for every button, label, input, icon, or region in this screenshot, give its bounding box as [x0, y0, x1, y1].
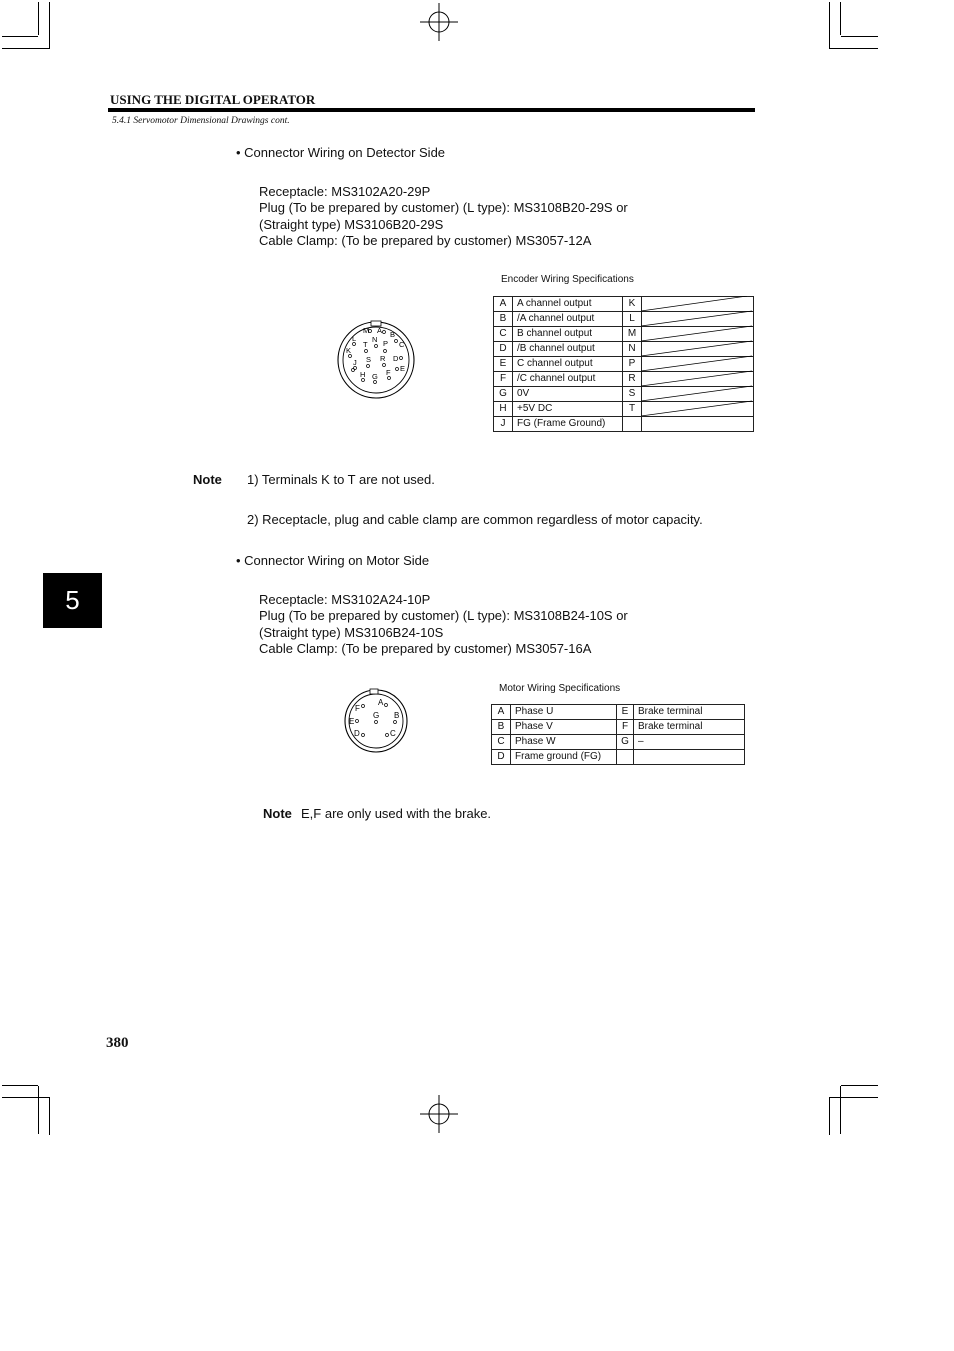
- pin-label: E: [349, 717, 355, 726]
- signal-cell: C channel output: [513, 357, 623, 372]
- pin-label: E: [400, 364, 406, 373]
- pin-cell: C: [494, 327, 513, 342]
- crop-mark: [2, 48, 50, 49]
- pin-label: F: [386, 368, 391, 377]
- pin-label: P: [383, 339, 389, 348]
- pin-label: D: [393, 354, 399, 363]
- table-row: [492, 735, 745, 750]
- pin-label: J: [353, 358, 357, 367]
- detector-spec-block: [259, 184, 628, 249]
- motor-wiring-table: [491, 704, 745, 765]
- motor-straight: (Straight type) MS3106B24-10S: [259, 624, 444, 640]
- note-label: Note: [193, 472, 222, 487]
- pin-cell: D: [492, 750, 511, 765]
- detector-straight: (Straight type) MS3106B20-29S: [259, 216, 444, 232]
- detector-receptacle: Receptacle: MS3102A20-29P: [259, 184, 431, 199]
- pin-cell: H: [494, 402, 513, 417]
- pin-label: F: [355, 704, 360, 713]
- pin-label: B: [394, 711, 400, 720]
- crop-mark: [829, 1097, 878, 1098]
- motor-heading: • Connector Wiring on Motor Side: [236, 553, 430, 568]
- detector-plug: Plug (To be prepared by customer) (L type): MS3108B20-29S or: [259, 200, 628, 216]
- motor-spec-block: [259, 592, 628, 657]
- note-1: 1) Terminals K to T are not used.: [247, 472, 435, 487]
- pin-label: B: [390, 330, 396, 339]
- registration-mark-top: [420, 3, 460, 43]
- encoder-connector-diagram: [336, 320, 418, 400]
- unused-terminal-strike-lines: [641, 296, 753, 416]
- pin-label: L: [352, 334, 357, 343]
- motor-connector-diagram: [341, 688, 411, 754]
- signal2-cell: Brake terminal: [634, 720, 745, 735]
- signal-cell: A channel output: [513, 297, 623, 312]
- pin-cell: B: [492, 720, 511, 735]
- signal-cell: /C channel output: [513, 372, 623, 387]
- pin2-cell: L: [623, 312, 642, 327]
- pin-label: G: [373, 711, 380, 720]
- pin-label: C: [399, 340, 405, 349]
- signal-cell: FG (Frame Ground): [513, 417, 623, 432]
- table-row: [492, 750, 745, 765]
- chapter-tab: 5: [43, 573, 102, 628]
- pin-label: T: [363, 340, 368, 349]
- pin2-cell: F: [617, 720, 634, 735]
- signal2-cell: Brake terminal: [634, 705, 745, 720]
- detector-heading: • Connector Wiring on Detector Side: [236, 145, 446, 160]
- pin-cell: B: [494, 312, 513, 327]
- signal2-cell: [634, 750, 745, 765]
- pin-label: N: [372, 335, 378, 344]
- unused-cell: [642, 417, 754, 432]
- crop-mark: [829, 1097, 830, 1135]
- motor-plug: Plug (To be prepared by customer) (L type): MS3108B24-10S or: [259, 608, 628, 624]
- section-header: USING THE DIGITAL OPERATOR: [110, 92, 316, 107]
- signal-cell: Frame ground (FG): [511, 750, 617, 765]
- signal-cell: +5V DC: [513, 402, 623, 417]
- breadcrumb: 5.4.1 Servomotor Dimensional Drawings cont.: [112, 116, 290, 126]
- registration-mark-bottom: [420, 1095, 460, 1135]
- pin2-cell: R: [623, 372, 642, 387]
- pin2-cell: T: [623, 402, 642, 417]
- motor-table-title: Motor Wiring Specifications: [499, 683, 621, 694]
- pin-label: R: [380, 354, 386, 363]
- pin-label: A: [377, 326, 383, 335]
- pin-label: S: [366, 355, 372, 364]
- crop-mark: [840, 1086, 841, 1134]
- pin2-cell: [623, 417, 642, 432]
- crop-mark: [829, 48, 878, 49]
- pin-label: A: [378, 698, 384, 707]
- crop-mark: [38, 2, 39, 35]
- signal-cell: 0V: [513, 387, 623, 402]
- pin2-cell: M: [623, 327, 642, 342]
- pin2-cell: [617, 750, 634, 765]
- pin-label: K: [346, 346, 352, 355]
- pin2-cell: E: [617, 705, 634, 720]
- crop-mark: [49, 2, 50, 48]
- crop-mark: [2, 36, 38, 37]
- pin2-cell: K: [623, 297, 642, 312]
- pin-label: C: [390, 729, 396, 738]
- signal-cell: B channel output: [513, 327, 623, 342]
- pin-cell: J: [494, 417, 513, 432]
- header-rule: [108, 108, 755, 112]
- pin2-cell: P: [623, 357, 642, 372]
- crop-mark: [38, 1086, 39, 1134]
- motor-receptacle: Receptacle: MS3102A24-10P: [259, 592, 431, 607]
- table-row: [492, 720, 745, 735]
- motor-note-text: E,F are only used with the brake.: [301, 806, 492, 821]
- crop-mark: [840, 2, 841, 35]
- crop-mark: [2, 1085, 38, 1086]
- pin-label: H: [360, 370, 366, 379]
- table-row: [494, 417, 754, 432]
- pin2-cell: S: [623, 387, 642, 402]
- detector-clamp: Cable Clamp: (To be prepared by customer) MS3057-12A: [259, 232, 592, 248]
- pin-cell: A: [492, 705, 511, 720]
- pin-cell: G: [494, 387, 513, 402]
- crop-mark: [841, 1085, 878, 1086]
- signal2-cell: –: [634, 735, 745, 750]
- crop-mark: [2, 1097, 50, 1098]
- pin-label: G: [372, 372, 378, 381]
- pin-cell: E: [494, 357, 513, 372]
- signal-cell: /A channel output: [513, 312, 623, 327]
- pin-cell: F: [494, 372, 513, 387]
- pin-label: M: [363, 326, 370, 335]
- signal-cell: Phase V: [511, 720, 617, 735]
- page-number: 380: [106, 1035, 129, 1051]
- pin-cell: D: [494, 342, 513, 357]
- pin-cell: A: [494, 297, 513, 312]
- crop-mark: [829, 2, 830, 48]
- crop-mark: [49, 1097, 50, 1135]
- motor-note-label: Note: [263, 806, 292, 821]
- signal-cell: Phase W: [511, 735, 617, 750]
- signal-cell: /B channel output: [513, 342, 623, 357]
- pin2-cell: G: [617, 735, 634, 750]
- note-2: 2) Receptacle, plug and cable clamp are common regardless of motor capacity.: [247, 512, 703, 527]
- crop-mark: [841, 36, 878, 37]
- pin-cell: C: [492, 735, 511, 750]
- pin-label: D: [354, 729, 360, 738]
- signal-cell: Phase U: [511, 705, 617, 720]
- encoder-table-title: Encoder Wiring Specifications: [501, 274, 634, 285]
- motor-clamp: Cable Clamp: (To be prepared by customer) MS3057-16A: [259, 640, 592, 656]
- pin2-cell: N: [623, 342, 642, 357]
- table-row: [492, 705, 745, 720]
